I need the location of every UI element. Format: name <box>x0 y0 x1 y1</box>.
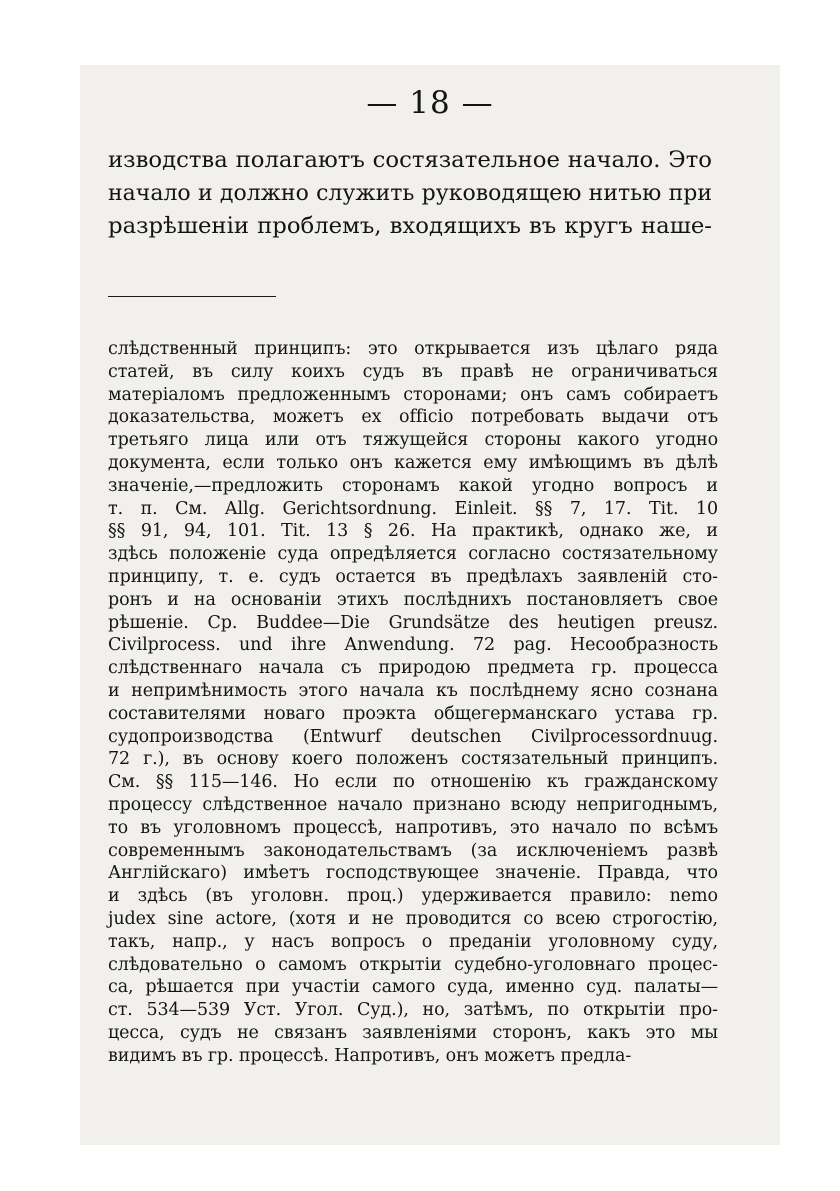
footnote <box>108 338 718 1068</box>
footnote-line: здѣсь положеніе суда опредѣляется согласно состязательному <box>108 544 718 565</box>
footnote-line: См. §§ 115—146. Но если по отношенію къ гражданскому <box>108 772 718 793</box>
footnote-line: слѣдственнаго начала съ природою предмета гр. процесса <box>108 658 718 679</box>
footnote-line: 72 г.), въ основу коего положенъ состязательный принципъ. <box>108 749 718 770</box>
main-text <box>108 144 712 243</box>
footnote-line: составителями новаго проэкта общегерманскаго устава гр. <box>108 703 718 724</box>
footnote-line: процессу слѣдственное начало признано всюду непригоднымъ, <box>108 794 718 815</box>
footnote-line: ст. 534—539 Уст. Угол. Суд.), но, затѣмъ, по открытіи про- <box>108 1000 718 1021</box>
footnote-line: рѣшеніе. Cp. Buddee—Die Grundsätze des heutigen preusz. <box>108 612 718 633</box>
footnote-line: judex sine actore, (хотя и не проводится со всею строгостію, <box>108 908 718 929</box>
footnote-line: статей, въ силу коихъ судъ въ правѣ не ограничиваться <box>108 361 718 382</box>
footnote-line: слѣдственный принципъ: это открывается изъ цѣлаго ряда <box>108 339 718 359</box>
footnote-line: такъ, напр., у насъ вопросъ о преданіи уголовному суду, <box>108 931 718 952</box>
footnote-line: §§ 91, 94, 101. Tit. 13 § 26. На практикѣ, однако же, и <box>108 521 718 542</box>
footnote-line: принципу, т. е. судъ остается въ предѣлахъ заявленій сто- <box>108 566 718 587</box>
footnote-line: судопроизводства (Entwurf deutschen Civilprocessordnuug. <box>108 726 718 747</box>
main-text-line: разрѣшеніи проблемъ, входящихъ въ кругъ наше- <box>108 213 712 239</box>
footnote-line: то въ уголовномъ процессѣ, напротивъ, это начало по всѣмъ <box>108 817 718 838</box>
main-text-line: начало и должно служить руководящею нитью при <box>108 181 712 206</box>
footnote-line: матеріаломъ предложеннымъ сторонами; онъ самъ собираетъ <box>108 384 718 405</box>
footnote-line: Англійскаго) имѣетъ господствующее значеніе. Правда, что <box>108 863 718 884</box>
footnote-line: цесса, судъ не связанъ заявленіями сторонъ, какъ это мы <box>108 1022 718 1043</box>
book-page <box>80 65 780 1145</box>
footnote-line: т. п. См. Allg. Gerichtsordnung. Einleit. §§ 7, 17. Tit. 10 <box>108 498 718 519</box>
footnote-line: са, рѣшается при участіи самого суда, именно суд. палаты— <box>108 977 718 998</box>
footnote-line: документа, если только онъ кажется ему имѣющимъ въ дѣлѣ <box>108 452 718 473</box>
footnote-line: современнымъ законодательствамъ (за исключеніемъ развѣ <box>108 840 718 861</box>
footnote-line: и непримѣнимость этого начала къ послѣднему ясно сознана <box>108 680 718 701</box>
main-text-line: изводства полагаютъ состязательное начало. Это <box>108 147 712 173</box>
footnote-line: видимъ въ гр. процессѣ. Напротивъ, онъ можетъ предла- <box>108 1045 632 1066</box>
footnote-line: значеніе,—предложить сторонамъ какой угодно вопросъ и <box>108 475 718 496</box>
footnote-line: и здѣсь (въ уголовн. проц.) удерживается правило: nemo <box>108 886 718 907</box>
page-number: — 18 — <box>366 85 494 121</box>
footnote-line: ронъ и на основаніи этихъ послѣднихъ постановляетъ свое <box>108 589 718 610</box>
footnote-line: третьяго лица или отъ тяжущейся стороны какого угодно <box>108 430 718 451</box>
footnote-line: доказательства, можетъ ex officio потребовать выдачи отъ <box>108 407 718 428</box>
footnote-line: слѣдовательно о самомъ открытіи судебно-уголовнаго процес- <box>108 954 718 975</box>
footnote-separator <box>108 296 276 297</box>
footnote-line: Civilprocess. und ihre Anwendung. 72 pag. Несообразность <box>108 635 718 656</box>
